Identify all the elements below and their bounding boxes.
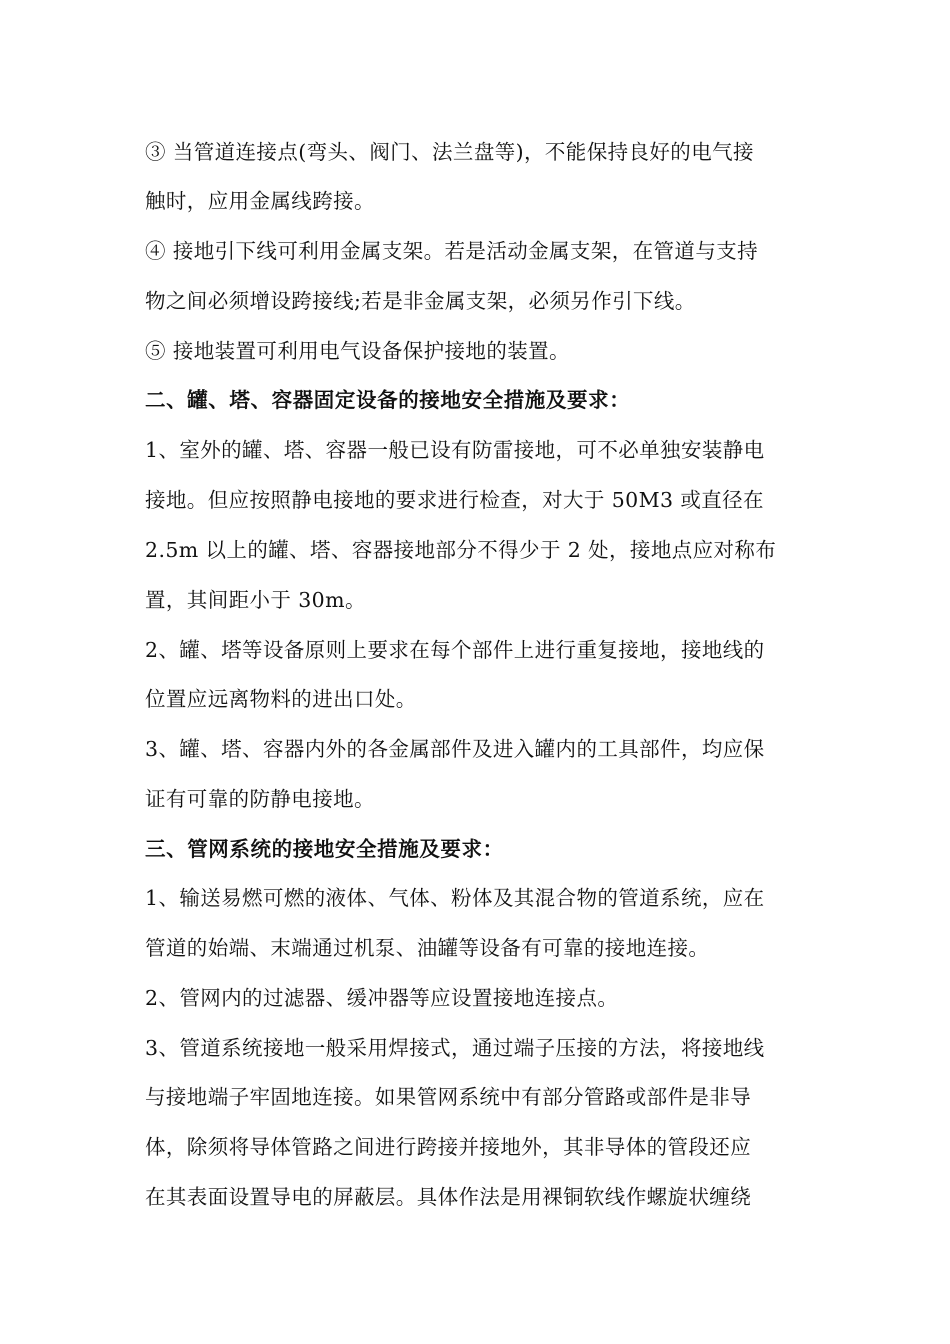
text-line: 证有可靠的防静电接地。	[145, 787, 375, 811]
text-line: 物之间必须增设跨接线;若是非金属支架，必须另作引下线。	[145, 289, 696, 313]
text-line: 体，除须将导体管路之间进行跨接并接地外，其非导体的管段还应	[145, 1135, 752, 1159]
text-line: 3、罐、塔、容器内外的各金属部件及进入罐内的工具部件，均应保	[145, 737, 765, 761]
text-line: 置，其间距小于 30m。	[145, 588, 366, 612]
text-line: 2.5m 以上的罐、塔、容器接地部分不得少于 2 处，接地点应对称布	[145, 538, 777, 562]
text-line: 与接地端子牢固地连接。如果管网系统中有部分管路或部件是非导	[145, 1085, 752, 1109]
text-line: 1、室外的罐、塔、容器一般已设有防雷接地，可不必单独安装静电	[145, 438, 765, 462]
text-line: 2、管网内的过滤器、缓冲器等应设置接地连接点。	[145, 986, 619, 1010]
text-line: 接地。但应按照静电接地的要求进行检查，对大于 50M3 或直径在	[145, 488, 764, 512]
text-line: ⑤ 接地装置可利用电气设备保护接地的装置。	[145, 339, 570, 363]
text-line: 管道的始端、末端通过机泵、油罐等设备有可靠的接地连接。	[145, 936, 710, 960]
text-line: 2、罐、塔等设备原则上要求在每个部件上进行重复接地，接地线的	[145, 638, 765, 662]
text-line: 1、输送易燃可燃的液体、气体、粉体及其混合物的管道系统，应在	[145, 886, 765, 910]
text-line: ③ 当管道连接点(弯头、阀门、法兰盘等)，不能保持良好的电气接	[145, 140, 754, 164]
section-heading: 二、罐、塔、容器固定设备的接地安全措施及要求：	[145, 388, 631, 412]
text-line: 触时，应用金属线跨接。	[145, 189, 375, 213]
text-line: ④ 接地引下线可利用金属支架。若是活动金属支架，在管道与支持	[145, 239, 759, 263]
section-heading: 三、管网系统的接地安全措施及要求：	[145, 837, 504, 861]
text-line: 位置应远离物料的进出口处。	[145, 687, 417, 711]
text-line: 在其表面设置导电的屏蔽层。具体作法是用裸铜软线作螺旋状缠绕	[145, 1185, 752, 1209]
text-line: 3、管道系统接地一般采用焊接式，通过端子压接的方法，将接地线	[145, 1036, 765, 1060]
